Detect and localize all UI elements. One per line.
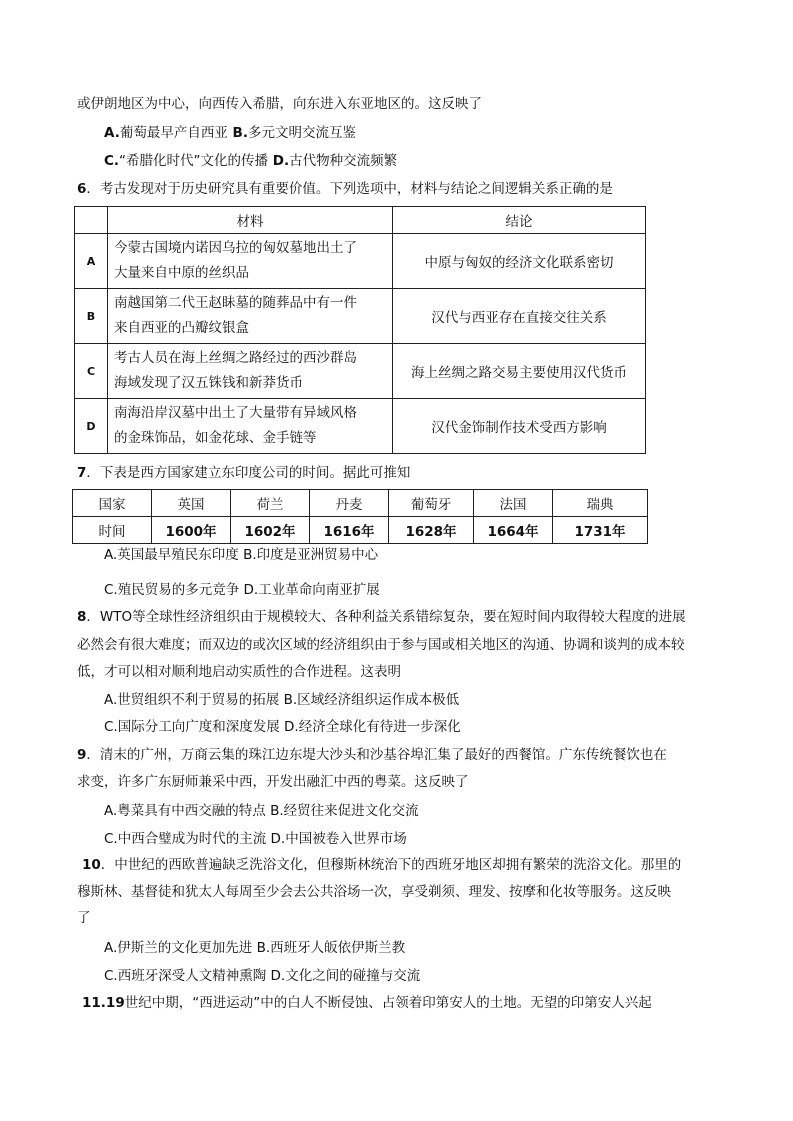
q9-options-cd: [104, 829, 407, 849]
q7-table: [72, 489, 648, 544]
q6-row-material: 考古人员在海上丝绸之路经过的西沙群岛 海域发现了汉五铢钱和新莽货币: [108, 344, 393, 399]
q10-number: 10: [82, 857, 101, 873]
q7-stem: [77, 463, 410, 483]
q10-options-ab: [104, 938, 405, 958]
q7-cell: 英国: [152, 490, 231, 517]
q7-cell: 国家: [73, 490, 152, 517]
q6-row-conclusion: 汉代金饰制作技术受西方影响: [393, 399, 646, 454]
q10-option-c: C.西班牙深受人文精神熏陶: [104, 968, 267, 984]
q9-option-a: A.粤菜具有中西交融的特点: [104, 803, 266, 819]
q7-cell: 1664年: [474, 517, 553, 544]
q8-number: 8: [77, 609, 87, 625]
q10-line-1: 10．中世纪的西欧普遍缺乏洗浴文化，但穆斯林统治下的西班牙地区却拥有繁荣的洗浴文化。那里的: [82, 857, 682, 873]
q9-number: 9: [77, 747, 87, 763]
q7-row-country: [73, 490, 648, 517]
q6-table: [74, 206, 646, 454]
q6-row-c: [75, 344, 646, 399]
q6-stem-text: ．考古发现对于历史研究具有重要价值。下列选项中，材料与结论之间逻辑关系正确的是: [86, 181, 613, 197]
q6-row-material: 南越国第二代王赵眛墓的随葬品中有一件 来自西亚的凸瓣纹银盒: [108, 289, 393, 344]
q6-row-material: 南海沿岸汉墓中出土了大量带有异域风格 的金珠饰品，如金花球、金手链等: [108, 399, 393, 454]
q5-option-a: 葡萄最早产自西亚: [119, 125, 228, 141]
q6-row-conclusion: 汉代与西亚存在直接交往关系: [393, 289, 646, 344]
q6-header-material: 材料: [108, 207, 393, 234]
q6-row-b: [75, 289, 646, 344]
q6-row-a: [75, 234, 646, 289]
q9-option-d: D.中国被卷入世界市场: [270, 831, 407, 847]
q10-options-cd: [104, 966, 420, 986]
q8-option-c: C.国际分工向广度和深度发展: [104, 719, 280, 735]
q8-options-cd: [104, 717, 461, 737]
q5-option-a-prefix: A.: [104, 125, 120, 141]
q10-line-2: 穆斯林、基督徒和犹太人每周至少会去公共浴场一次，享受剃须、理发、按摩和化妆等服务。这反映: [77, 884, 671, 900]
q6-row-material: 今蒙古国境内诺因乌拉的匈奴墓地出土了 大量来自中原的丝织品: [108, 234, 393, 289]
q6-header-conclusion: 结论: [393, 207, 646, 234]
q6-row-d: [75, 399, 646, 454]
q5-option-b-prefix: B.: [232, 125, 248, 141]
q6-number: 6: [77, 181, 87, 197]
q7-cell: 时间: [73, 517, 152, 544]
q6-header-row: [75, 207, 646, 234]
q7-option-d: D.工业革命向南亚扩展: [243, 582, 380, 598]
q7-cell: 荷兰: [231, 490, 310, 517]
q9-option-c: C.中西合璧成为时代的主流: [104, 831, 267, 847]
q7-cell: 1616年: [310, 517, 389, 544]
q6-row-conclusion: 海上丝绸之路交易主要使用汉代货币: [393, 344, 646, 399]
q7-cell: 1628年: [389, 517, 474, 544]
q8-option-a: A.世贸组织不利于贸易的拓展: [104, 692, 280, 708]
q6-row-conclusion: 中原与匈奴的经济文化联系密切: [393, 234, 646, 289]
q5-stem-tail: 或伊朗地区为中心，向西传入希腊，向东进入东亚地区的。这反映了: [77, 96, 482, 112]
q8-option-d: D.经济全球化有待进一步深化: [284, 719, 461, 735]
q5-option-b: 多元文明交流互鉴: [247, 125, 356, 141]
q7-cell: 1600年: [152, 517, 231, 544]
q7-cell: 1731年: [553, 517, 648, 544]
q5-option-d-prefix: D.: [272, 153, 290, 169]
q7-cell: 丹麦: [310, 490, 389, 517]
q11-line-1: 11.19世纪中期，“西进运动”中的白人不断侵蚀、占领着印第安人的土地。无望的印第安人兴起: [82, 995, 652, 1011]
q9-line-1: 9．清末的广州，万商云集的珠江边东堤大沙头和沙基谷埠汇集了最好的西餐馆。广东传统餐饮也在: [77, 747, 667, 763]
q8-line-3: 低，才可以相对顺利地启动实质性的合作进程。这表明: [77, 664, 401, 680]
q8-line-1: 8．WTO等全球性经济组织由于规模较大、各种利益关系错综复杂，要在短时间内取得较大程度的进展: [77, 609, 686, 625]
q6-stem: [77, 179, 613, 199]
q10-option-d: D.文化之间的碰撞与交流: [270, 968, 421, 984]
q5-option-c: “希腊化时代”文化的传播: [119, 153, 269, 169]
q7-stem-text: ．下表是西方国家建立东印度公司的时间。据此可推知: [86, 465, 411, 481]
q5-options-cd: [104, 151, 397, 171]
q8-option-b: B.区域经济组织运作成本极低: [283, 692, 460, 708]
q7-cell: 瑞典: [553, 490, 648, 517]
q7-cell: 1602年: [231, 517, 310, 544]
q7-option-b: B.印度是亚洲贸易中心: [243, 547, 379, 563]
q5-option-c-prefix: C.: [104, 153, 120, 169]
q9-line-2: 求变，许多广东厨师兼采中西，开发出融汇中西的粤菜。这反映了: [77, 774, 469, 790]
q7-options-ab: [104, 545, 378, 565]
q8-line-2: 必然会有很大难度；而双边的或次区域的经济组织由于参与国或相关地区的沟通、协调和谈判的成本较: [77, 637, 685, 653]
q6-header-blank: [75, 207, 108, 234]
q5-options-ab: [104, 123, 356, 143]
q11-number: 11.19: [82, 995, 125, 1011]
q6-row-label: A: [75, 234, 108, 289]
q7-option-c: C.殖民贸易的多元竞争: [104, 582, 240, 598]
q5-option-d: 古代物种交流频繁: [289, 153, 398, 169]
q7-number: 7: [77, 465, 87, 481]
q9-options-ab: [104, 801, 419, 821]
q9-option-b: B.经贸往来促进文化交流: [270, 803, 419, 819]
q6-row-label: B: [75, 289, 108, 344]
q7-option-a: A.英国最早殖民东印度: [104, 547, 239, 563]
q10-line-3: 了: [77, 910, 91, 926]
q7-options-cd: [104, 580, 380, 600]
q6-row-label: C: [75, 344, 108, 399]
q7-cell: 法国: [474, 490, 553, 517]
q7-cell: 葡萄牙: [389, 490, 474, 517]
q10-option-a: A.伊斯兰的文化更加先进: [104, 940, 253, 956]
q7-row-year: [73, 517, 648, 544]
q10-option-b: B.西班牙人皈依伊斯兰教: [256, 940, 406, 956]
q6-row-label: D: [75, 399, 108, 454]
q8-options-ab: [104, 690, 459, 710]
